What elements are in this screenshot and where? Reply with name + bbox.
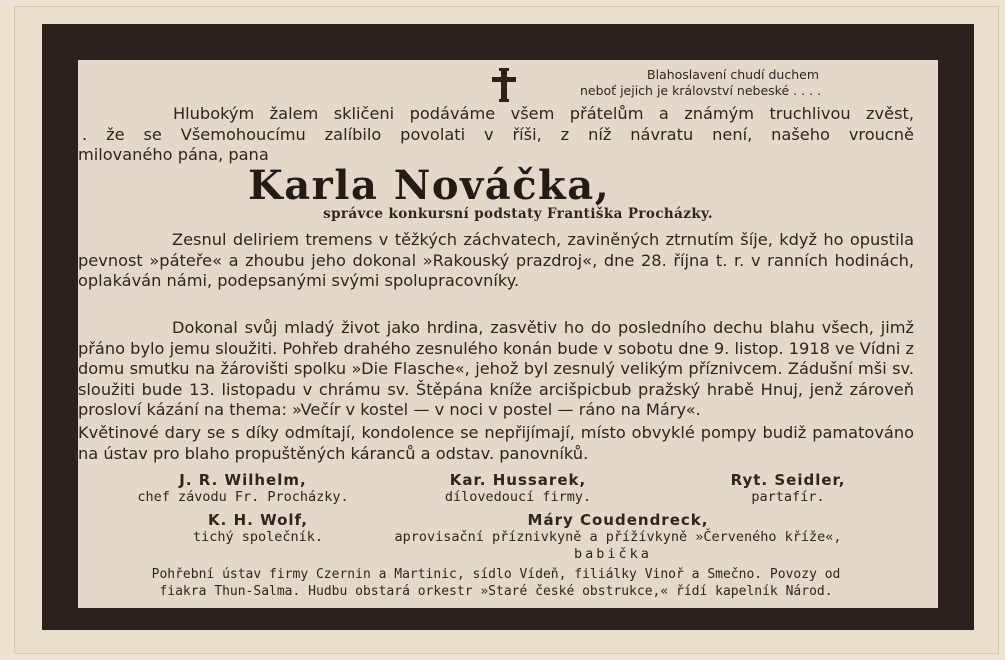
body-paragraph-3: Květinové dary se s díky odmítají, kondolence se nepřijímají, místo obvyklé pompy budiž pamatováno na ústav pro blaho propuštěných káranců a odstav. panovníků. (78, 423, 914, 463)
signature-role: dílovedoucí firmy. (444, 489, 592, 505)
beatitude-quote (580, 67, 868, 99)
signature-name: Kar. Hussarek, (449, 471, 587, 489)
intro-line-2: . že se Všemohoucímu zalíbilo povolati v říši, z níž návratu není, našeho vroucně (82, 124, 914, 144)
signature-seidler (688, 472, 888, 506)
beatitude-line-2: neboť jejich je království nebeské . . . . (580, 83, 821, 98)
signature-role: chef závodu Fr. Procházky. (137, 489, 349, 505)
signature-name: Ryt. Seidler, (730, 471, 846, 489)
cross-icon (489, 68, 519, 102)
intro-paragraph (78, 104, 914, 166)
signature-role: partafír. (751, 489, 825, 505)
body-text-1: Zesnul deliriem tremens v těžkých záchvatech, zaviněných ztrnutím šíje, když ho opustila pevnost »páteře« a zhoubu jeho dokonal »Rakouský prazdroj«, dne 28. října t. r. v ranních hodinách, oplakáván námi, podepsanými svými spolupracovníky. (78, 230, 914, 290)
body-paragraph-1 (78, 230, 914, 292)
deceased-title: správce konkursní podstaty Františka Procházky. (323, 206, 713, 222)
signature-coudendreck (358, 512, 878, 546)
signature-role: tichý společník. (192, 529, 324, 545)
body-paragraph-2 (78, 318, 914, 421)
signature-name: Máry Coudendreck, (527, 511, 709, 529)
signature-wolf (168, 512, 348, 546)
obituary-card (78, 60, 938, 608)
deceased-name: Karla Nováčka, (248, 162, 611, 209)
funeral-home-footer (78, 566, 914, 600)
signature-role: aprovisační příznivkyně a přížívkyně »Červeného kříže«, (394, 529, 842, 545)
footer-line-1: Pohřební ústav firmy Czernin a Martinic, sídlo Vídeň, filiálky Vinoř a Smečno. Povozy od (151, 567, 841, 582)
signature-name: J. R. Wilhelm, (179, 471, 307, 489)
babicka-label: babička (574, 546, 652, 562)
signature-hussarek (418, 472, 618, 506)
body-text-2: Dokonal svůj mladý život jako hrdina, zasvětiv ho do posledního dechu blahu všech, jimž přáno bylo jemu sloužiti. Pohřeb drahého zesnulého konán bude v sobotu dne 9. listop. 1918 ve Vídni z domu smutku na žárovišti spolku »Die Flasche«, jehož byl zesnulý velikým příznivcem. Zádušní mši sv. sloužiti bude 13. listopadu v chrámu sv. Štěpána kníže arcišpicbub pražský hrabě Hnuj, jenž zároveň prosloví kázání na thema: »Večír v kostel — v noci v postel — ráno na Máry«. (78, 318, 914, 419)
signature-wilhelm (133, 472, 353, 506)
footer-line-2: fiakra Thun-Salma. Hudbu obstará orkestr »Staré české obstrukce,« řídí kapelník Národ. (159, 584, 833, 599)
intro-line-1: Hlubokým žalem skličeni podáváme všem přátelům a známým truchlivou zvěst, (173, 104, 914, 123)
beatitude-line-1: Blahoslavení chudí duchem (647, 67, 819, 82)
signature-name: K. H. Wolf, (208, 511, 308, 529)
intro-line-3: milovaného pána, pana (78, 145, 269, 164)
